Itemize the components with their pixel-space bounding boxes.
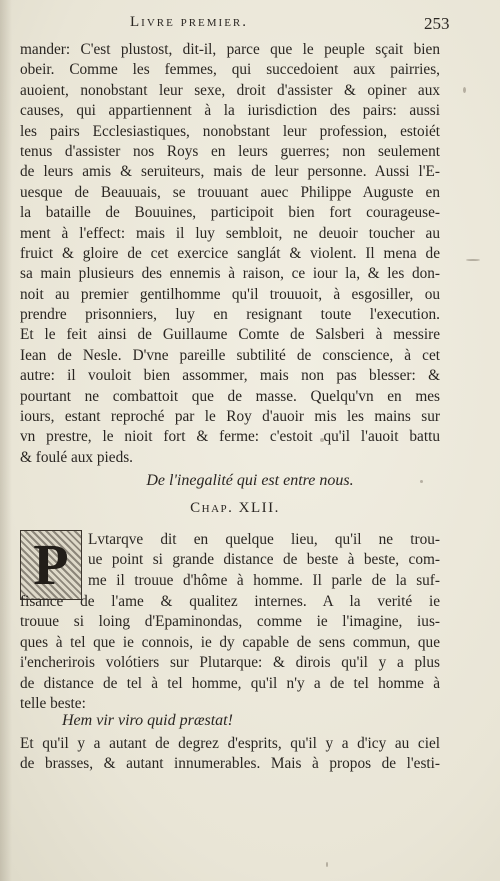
drop-cap-lines (88, 530, 440, 591)
ink-speck (463, 87, 466, 93)
text-line: & foulé aux pieds. (20, 448, 134, 466)
paragraph-2 (20, 592, 440, 714)
text-line: Et le feit ainsi de Guillaume Comte de Salsberi à messire (20, 326, 440, 344)
text-line: obeir. Comme les femmes, qui succedoient aux pairries, (20, 61, 440, 79)
text-line: prendre prisonniers, luy en resignant toute l'execution. (20, 306, 440, 324)
text-line: ue point si grande distance de beste à beste, com- (88, 551, 440, 569)
drop-cap-ornament (20, 530, 82, 600)
text-line: fruict & gloire de cet exercice sanglát & violent. Il mena de (20, 244, 440, 262)
text-line: pourtant ne combattoit que de masse. Quelqu'vn en mes (20, 387, 440, 405)
running-head (0, 14, 500, 36)
text-line: autre: il vouloit bien assommer, mais non pas blesser: & (20, 367, 440, 385)
text-line: tenus d'assister nos Roys en leurs guerres; non seulement (20, 142, 440, 160)
paragraph-1 (20, 40, 440, 468)
text-line: vn prestre, le nioit fort & ferme: c'estoit qu'il l'auoit battu (20, 428, 440, 446)
text-line: de distance de tel à tel homme, qu'il n'y a de tel homme à (20, 674, 440, 692)
text-line: mander: C'est plustost, dit-il, parce que le peuple sçait bien (20, 41, 440, 58)
chapter-heading: Chap. XLII. (190, 500, 280, 516)
text-line: Et qu'il y a autant de degrez d'esprits, qu'il y a d'icy au ciel (20, 735, 440, 752)
text-line: iours, estant reproché par le Roy d'auoir mis les mains sur (20, 408, 440, 426)
spine-shadow (0, 0, 12, 881)
text-line: la bataille de Bouuines, participoit bien fort courageuse- (20, 204, 440, 222)
text-line: uesque de Beauuais, se trouuant auec Philippe Auguste en (20, 183, 440, 201)
ink-speck (326, 862, 328, 867)
text-line: sa main plusieurs des ennemis à raison, ce iour la, & les don- (20, 265, 440, 283)
text-line: telle beste: (20, 694, 86, 712)
text-line: noit au premier gentilhomme qu'il trouuoit, à esgosiller, ou (20, 285, 440, 303)
text-line: causes, qui appartiennent à la iurisdiction des pairs: aussi (20, 102, 440, 120)
ink-speck (320, 438, 324, 442)
text-line: Iean de Nesle. D'vne pareille subtilité de conscience, à cet (20, 346, 440, 364)
drop-cap-letter: P (21, 531, 81, 599)
text-line: de leurs amis & seruiteurs, mais de leur personne. Aussi l'E- (20, 163, 440, 181)
text-line: auoient, nonobstant leur sexe, droit d'assister & opiner aux (20, 81, 440, 99)
section-title: De l'inegalité qui est entre nous. (146, 472, 354, 489)
latin-quote: Hem vir viro quid præstat! (62, 712, 233, 729)
ink-speck (420, 480, 423, 483)
text-line: i'encherirois volótiers sur Plutarque: & dirois qu'il y a plus (20, 654, 440, 672)
page-number: 253 (424, 14, 450, 33)
ink-speck (466, 259, 480, 261)
paragraph-3 (20, 734, 440, 775)
text-line: me il trouue d'hôme à homme. Il parle de la suf- (88, 571, 440, 589)
text-line: ment à l'effect: mais il luy sembloit, ne deuoir toucher au (20, 224, 440, 242)
text-line: Lvtarqve dit en quelque lieu, qu'il ne trou- (88, 531, 440, 548)
text-line: fisance de l'ame & qualitez internes. A la verité ie (20, 593, 440, 610)
text-line: ques à tel que ie connois, ie dy capable de sens commun, que (20, 633, 440, 651)
text-line: les pairs Ecclesiastiques, nonobstant leur profession, estoiét (20, 122, 440, 140)
text-line: de brasses, & autant innumerables. Mais à propos de l'esti- (20, 755, 440, 773)
text-line: trouue si loing d'Epaminondas, comme ie l'imagine, ius- (20, 613, 440, 631)
running-head-title: Livre premier. (130, 14, 248, 30)
